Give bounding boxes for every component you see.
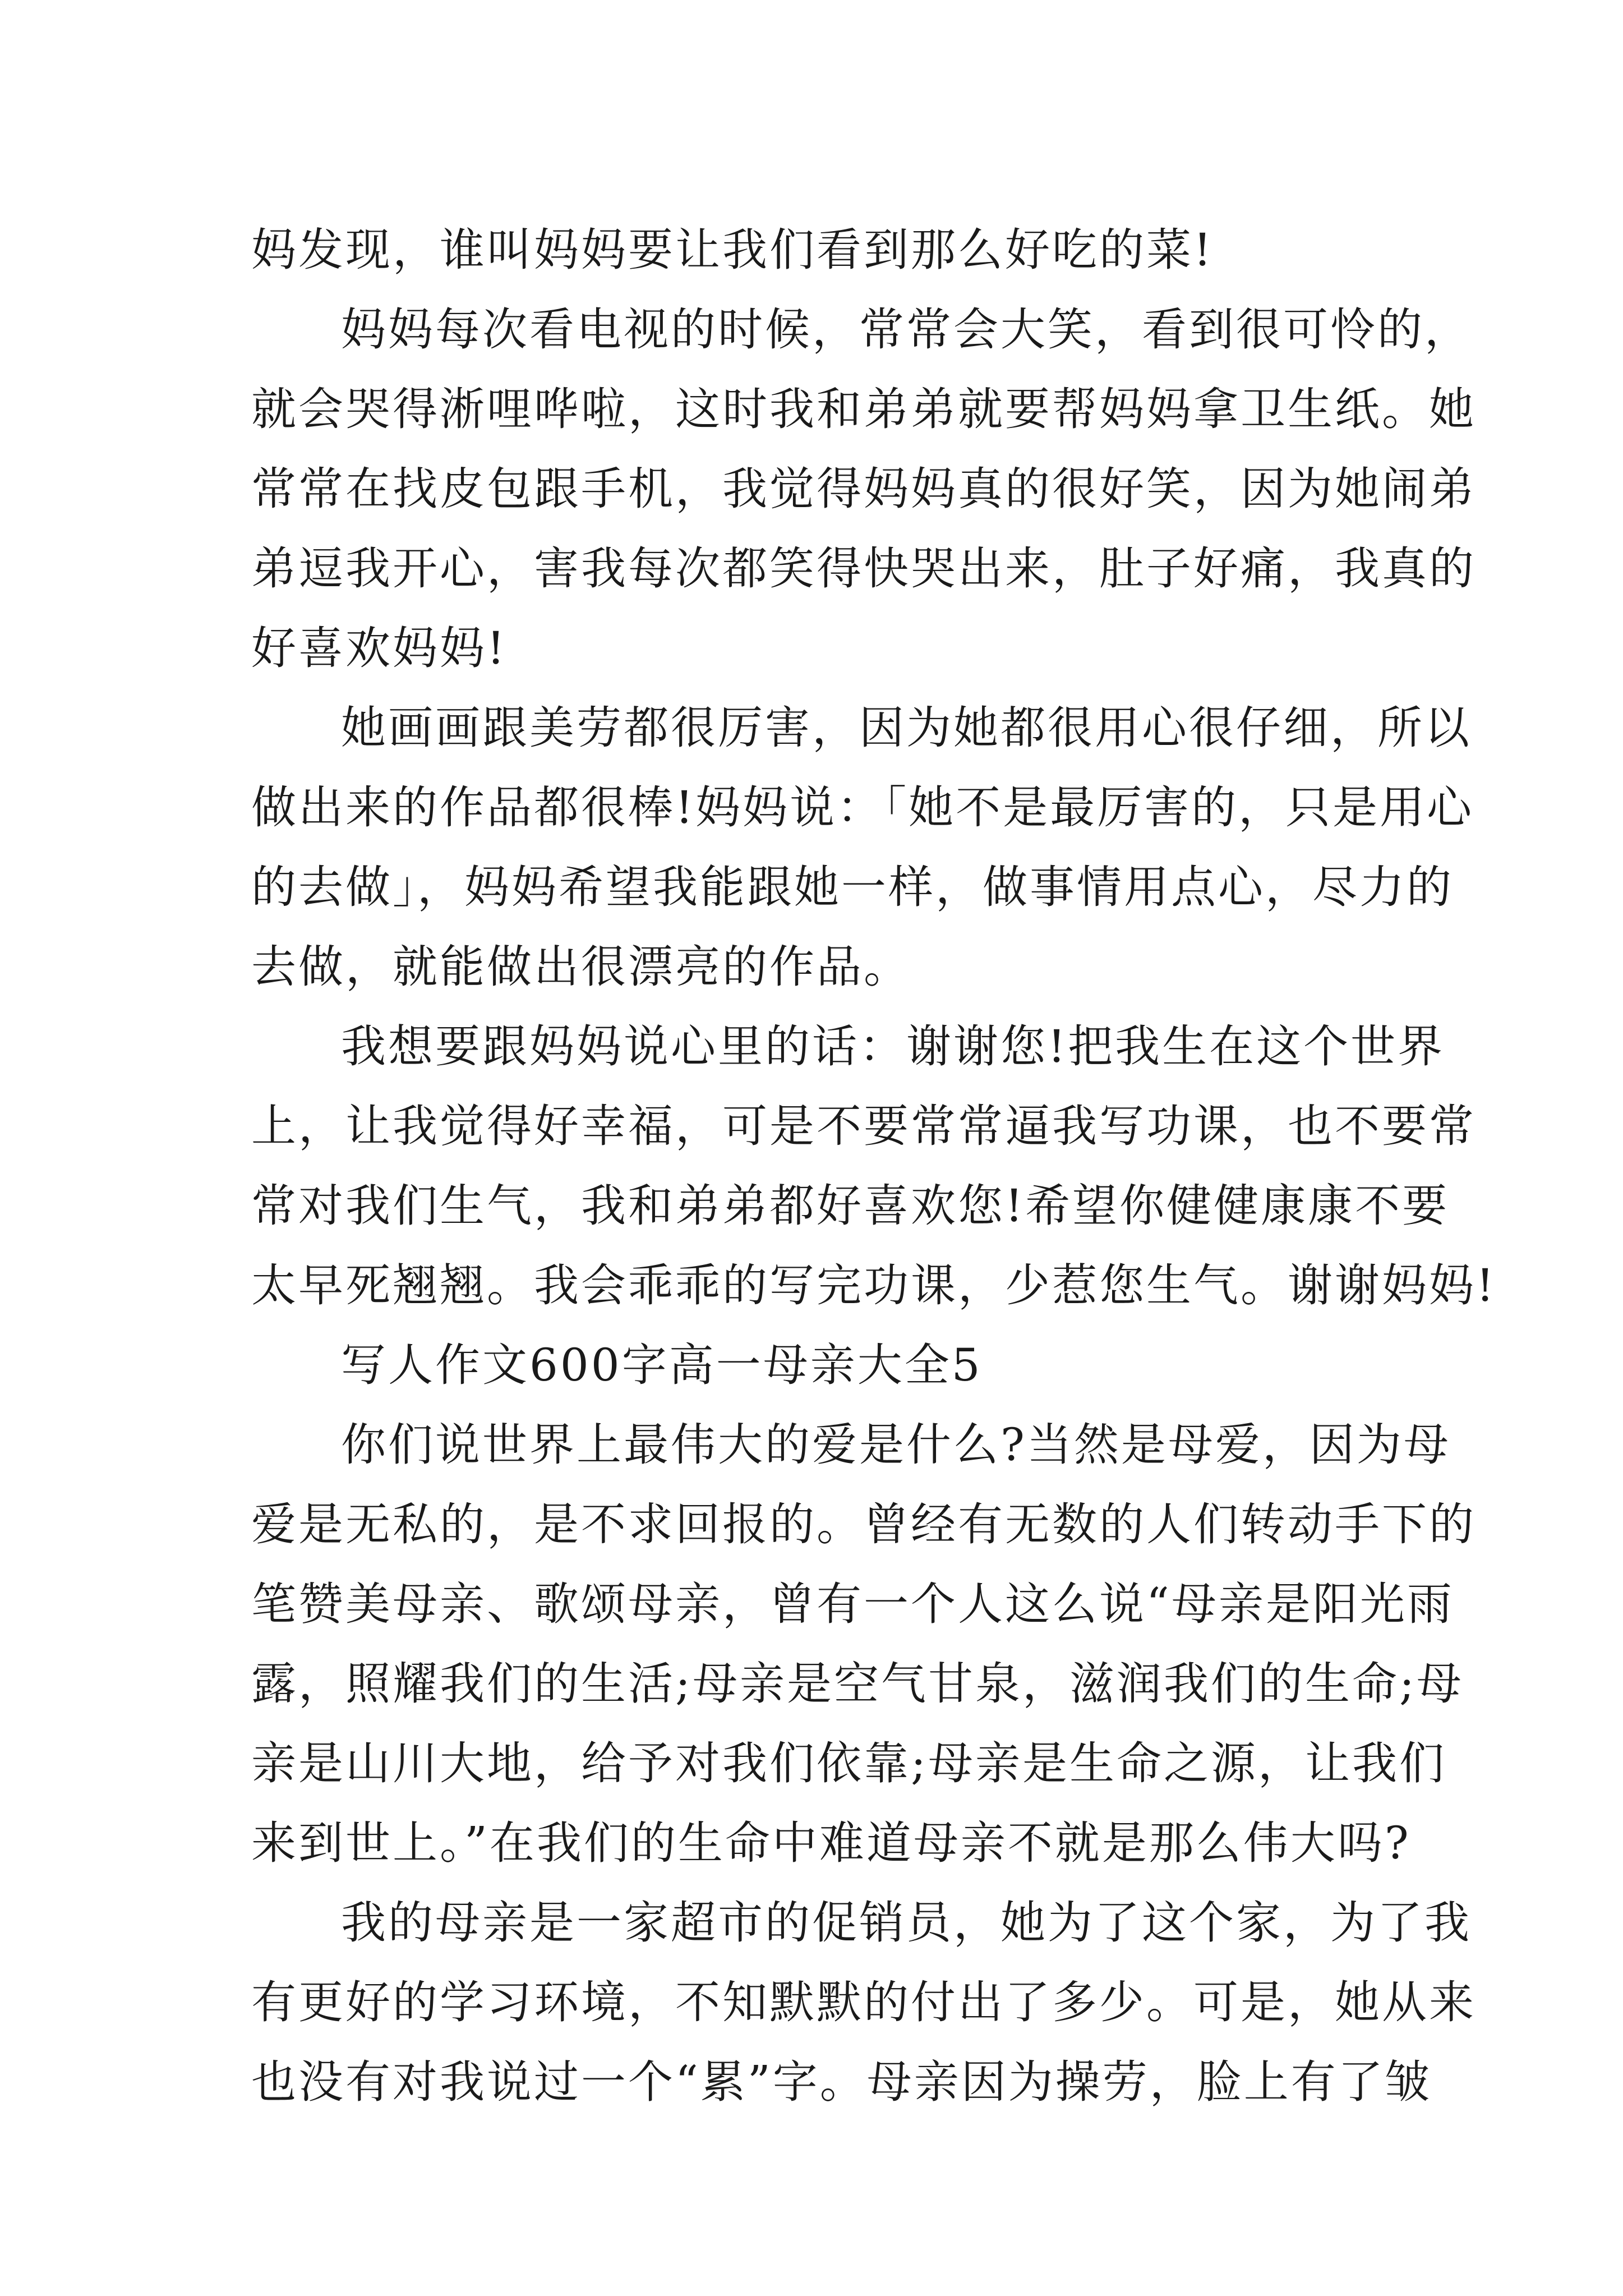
- text-line: 你们说世界上最伟大的爱是什么?当然是母爱，因为母: [341, 1419, 1451, 1471]
- text-line: 露，照耀我们的生活;母亲是空气甘泉，滋润我们的生命;母: [251, 1658, 1464, 1710]
- text-line: 常对我们生气，我和弟弟都好喜欢您!希望你健健康康不要: [251, 1180, 1450, 1232]
- essay-text: [251, 210, 1497, 2122]
- section-heading: 写人作文600字高一母亲大全5: [341, 1339, 983, 1391]
- text-line: 妈发现，谁叫妈妈要让我们看到那么好吃的菜!: [251, 224, 1214, 276]
- text-line: 我想要跟妈妈说心里的话：谢谢您!把我生在这个世界: [341, 1020, 1445, 1073]
- text-line: 有更好的学习环境，不知默默的付出了多少。可是，她从来: [251, 1976, 1476, 2028]
- text-line: 也没有对我说过一个“累”字。母亲因为操劳，脸上有了皱: [251, 2056, 1432, 2108]
- text-line: 就会哭得淅哩哗啦，这时我和弟弟就要帮妈妈拿卫生纸。她: [251, 383, 1476, 435]
- text-line: 爱是无私的，是不求回报的。曾经有无数的人们转动手下的: [251, 1498, 1476, 1550]
- text-line: 常常在找皮包跟手机，我觉得妈妈真的很好笑，因为她闹弟: [251, 463, 1476, 515]
- text-line: 做出来的作品都很棒!妈妈说：「她不是最厉害的，只是用心: [251, 781, 1474, 834]
- text-line: 亲是山川大地，给予对我们依靠;母亲是生命之源，让我们: [251, 1737, 1446, 1789]
- text-line: 的去做」，妈妈希望我能跟她一样，做事情用点心，尽力的: [251, 861, 1454, 913]
- text-line: 好喜欢妈妈!: [251, 622, 508, 674]
- text-line: 去做，就能做出很漂亮的作品。: [251, 941, 911, 993]
- text-line: 上，让我觉得好幸福，可是不要常常逼我写功课，也不要常: [251, 1100, 1476, 1152]
- text-line: 她画画跟美劳都很厉害，因为她都很用心很仔细，所以: [341, 702, 1472, 754]
- text-line: 来到世上。”在我们的生命中难道母亲不就是那么伟大吗?: [251, 1817, 1411, 1869]
- text-line: 弟逗我开心，害我每次都笑得快哭出来，肚子好痛，我真的: [251, 542, 1476, 595]
- text-line: 妈妈每次看电视的时候，常常会大笑，看到很可怜的，: [341, 303, 1472, 356]
- text-line: 我的母亲是一家超市的促销员，她为了这个家，为了我: [341, 1897, 1472, 1949]
- text-line: 笔赞美母亲、歌颂母亲，曾有一个人这么说“母亲是阳光雨: [251, 1578, 1454, 1630]
- text-line: 太早死翘翘。我会乖乖的写完功课，少惹您生气。谢谢妈妈!: [251, 1259, 1497, 1312]
